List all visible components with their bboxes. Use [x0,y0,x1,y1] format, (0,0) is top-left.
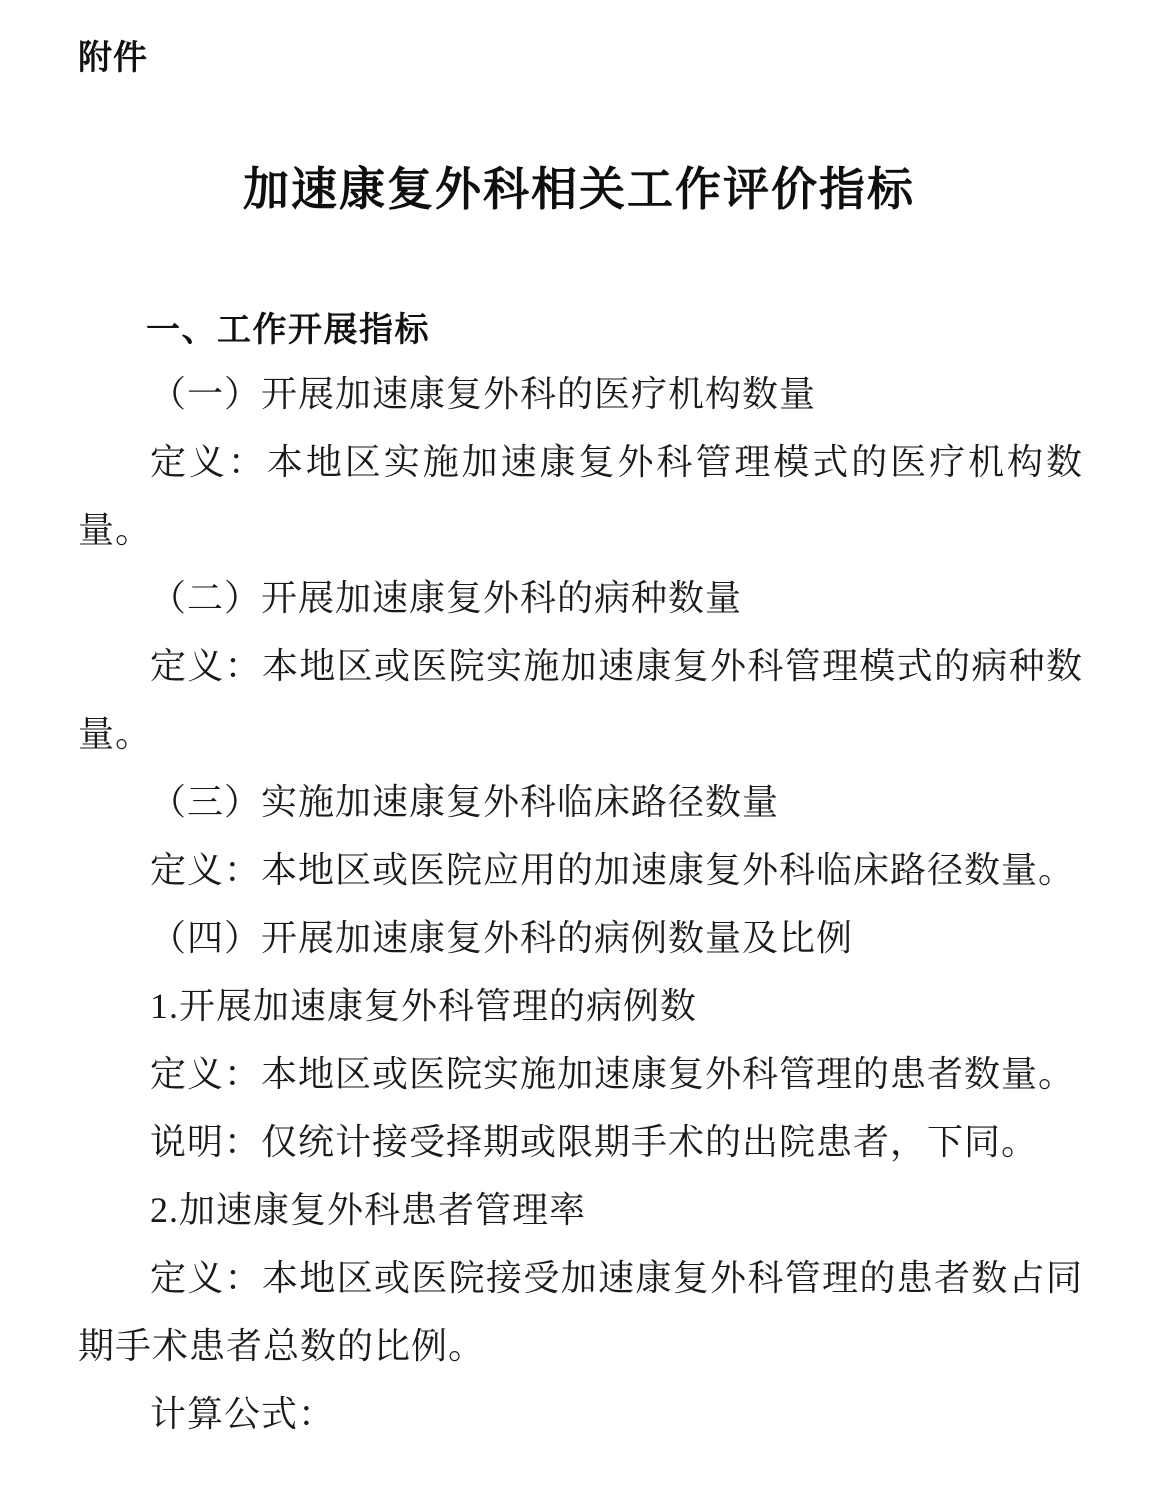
subsection-heading-2: （二）开展加速康复外科的病种数量 [150,578,743,618]
note-paragraph: 说明：仅统计接受择期或限期手术的出院患者，下同。 [150,1122,1039,1162]
subsection-heading-4: （四）开展加速康复外科的病例数量及比例 [150,918,854,958]
definition-paragraph: 定义：本地区或医院接受加速康复外科管理的患者数占同期手术患者总数的比例。 [78,1258,1083,1366]
definition-paragraph: 定义：本地区或医院实施加速康复外科管理的患者数量。 [150,1054,1076,1094]
formula-label: 计算公式： [150,1394,336,1434]
subsection-heading-1: （一）开展加速康复外科的医疗机构数量 [150,374,817,414]
definition-paragraph: 定义：本地区或医院实施加速康复外科管理模式的病种数量。 [78,646,1083,754]
attachment-label: 附件 [78,39,148,77]
definition-paragraph: 定义：本地区或医院应用的加速康复外科临床路径数量。 [150,850,1076,890]
definition-paragraph: 定义：本地区实施加速康复外科管理模式的医疗机构数量。 [78,442,1083,550]
numbered-item-2: 2.加速康复外科患者管理率 [150,1190,587,1230]
document-body [78,360,1083,1448]
subsection-heading-3: （三）实施加速康复外科临床路径数量 [150,782,780,822]
document-title: 加速康复外科相关工作评价指标 [243,164,915,215]
section-heading: 一、工作开展指标 [146,311,430,349]
numbered-item-1: 1.开展加速康复外科管理的病例数 [150,986,698,1026]
